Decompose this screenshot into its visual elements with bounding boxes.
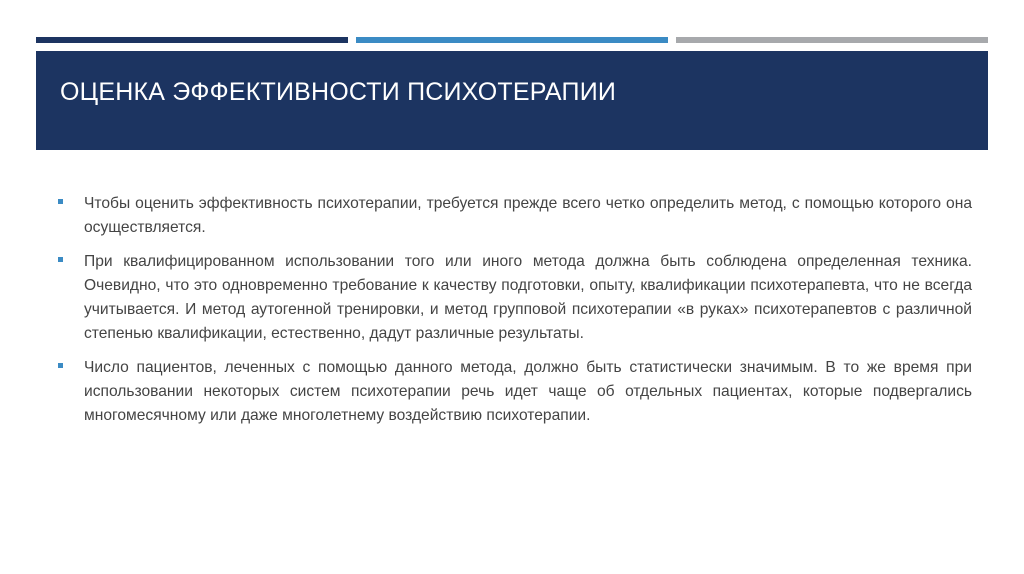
bullet-item xyxy=(56,250,972,346)
slide-title: ОЦЕНКА ЭФФЕКТИВНОСТИ ПСИХОТЕРАПИИ xyxy=(60,78,617,106)
top-accent-bar-navy xyxy=(36,37,348,43)
square-bullet-icon xyxy=(58,363,63,368)
square-bullet-icon xyxy=(58,199,63,204)
top-accent-bar-blue xyxy=(356,37,668,43)
bullet-item xyxy=(56,356,972,428)
bullet-text: Чтобы оценить эффективность психотерапии, требуется прежде всего четко определить метод, с помощью которого она осуществляется. xyxy=(84,195,972,236)
bullet-text: Число пациентов, леченных с помощью данного метода, должно быть статистически значимым. В то же время при использовании некоторых систем психотерапии речь идет чаще об отдельных пациентах, которые подвергались многомесячному или даже многолетнему воздействию психотерапии. xyxy=(84,359,972,424)
bullet-text: При квалифицированном использовании того или иного метода должна быть соблюдена определенная техника. Очевидно, что это одновременно требование к качеству подготовки, опыту, квалификации психотерапевта, что не всегда учитывается. И метод аутогенной тренировки, и метод групповой психотерапии «в руках» психотерапевтов с различной степенью квалификации, естественно, дадут различные результаты. xyxy=(84,253,972,342)
top-accent-bar-gray xyxy=(676,37,988,43)
bullet-list xyxy=(56,192,972,438)
bullet-item xyxy=(56,192,972,240)
title-banner xyxy=(36,51,988,150)
square-bullet-icon xyxy=(58,257,63,262)
